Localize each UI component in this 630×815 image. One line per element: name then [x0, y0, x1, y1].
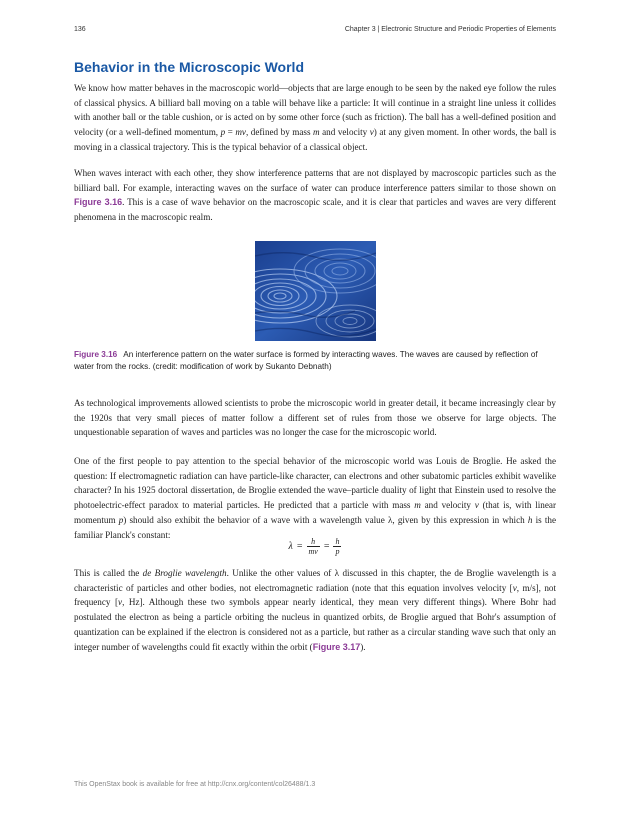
de-broglie-equation: λ = $\frac{h}{mv}$ = $\frac{h}{p}$	[288, 537, 340, 556]
figure-caption: Figure 3.16 An interference pattern on the water surface is formed by interacting waves. The waves are caused by reflection of water from the rocks. (credit: modification of work by Sukanto Debnath)	[74, 350, 538, 371]
chapter-header: Chapter 3 | Electronic Structure and Periodic Properties of Elements	[344, 26, 556, 33]
fraction-h-over-p: $\frac{h}{p}$	[335, 537, 340, 556]
paragraph-microscopic-rules: As technological improvements allowed scientists to probe the microscopic world in greater detail, it became increasingly clear by the 1920s that very small pieces of matter follow a different set of rules from those we observe for large objects. The unquestionable separation of waves and particles was no longer the case for the microscopic world.	[74, 398, 556, 438]
fraction-h-over-mv: $\frac{h}{mv}$	[308, 537, 318, 556]
section-title: Behavior in the Microscopic World	[74, 59, 305, 75]
figure-3-16-link[interactable]: Figure 3.16	[74, 197, 123, 208]
figure-label: Figure 3.16	[74, 350, 118, 359]
equation-lambda: λ	[288, 541, 293, 552]
figure-3-17-link[interactable]: Figure 3.17	[312, 641, 361, 652]
page-footer: This OpenStax book is available for free at http://cnx.org/content/col26488/1.3	[74, 781, 316, 788]
water-interference-image	[255, 241, 376, 341]
paragraph-de-broglie-wavelength: This is called the de Broglie wavelength. Unlike the other values of λ discussed in this chapter, the de Broglie wavelength is a characteristic of particles and other bodies, not electromagnetic radiation (note that this equation involves velocity [v, m/s], not frequency [ν, Hz]. Although these two symbols appear nearly identical, they mean very different things). Where Bohr had postulated the electron as being a particle orbiting the nucleus in quantized orbits, de Broglie argued that Bohr's assumption of quantization can be explained if the electron is considered not as a particle, but rather as a circular standing wave such that only an integer number of wavelengths could fit exactly within the orbit (Figure 3.17).	[74, 568, 556, 652]
paragraph-classical-behavior: We know how matter behaves in the macroscopic world—objects that are large enough to be seen by the naked eye follow the rules of classical physics. A billiard ball moving on a table will behave like a particle: It will continue in a straight line unless it collides with another ball or the table cushion, or is acted on by some other force (such as friction). The ball has a well-defined position and velocity (or a well-defined momentum, p = mv, defined by mass m and velocity v) at any given moment. In other words, the ball is moving in a classical trajectory. This is the typical behavior of a classical object.	[74, 83, 556, 152]
page-number: 136	[74, 26, 86, 33]
paragraph-wave-interference: When waves interact with each other, they show interference patterns that are not displayed by macroscopic particles such as the billiard ball. For example, interacting waves on the surface of water can produce interference patters similar to those shown on Figure 3.16. This is a case of wave behavior on the macroscopic scale, and it is clear that particles and waves are very different phenomena in the macroscopic realm.	[74, 168, 556, 223]
paragraph-de-broglie: One of the first people to pay attention to the special behavior of the microscopic world was Louis de Broglie. He asked the question: If electromagnetic radiation can have particle-like character, can electrons and other subatomic particles exhibit wavelike character? In his 1925 doctoral dissertation, de Broglie extended the wave–particle duality of light that Einstein used to resolve the photoelectric-effect paradox to material particles. He predicted that a particle with mass m and velocity v (that is, with linear momentum p) should also exhibit the behavior of a wave with a wavelength value λ, given by this expression in which h is the familiar Planck's constant:	[74, 456, 556, 540]
